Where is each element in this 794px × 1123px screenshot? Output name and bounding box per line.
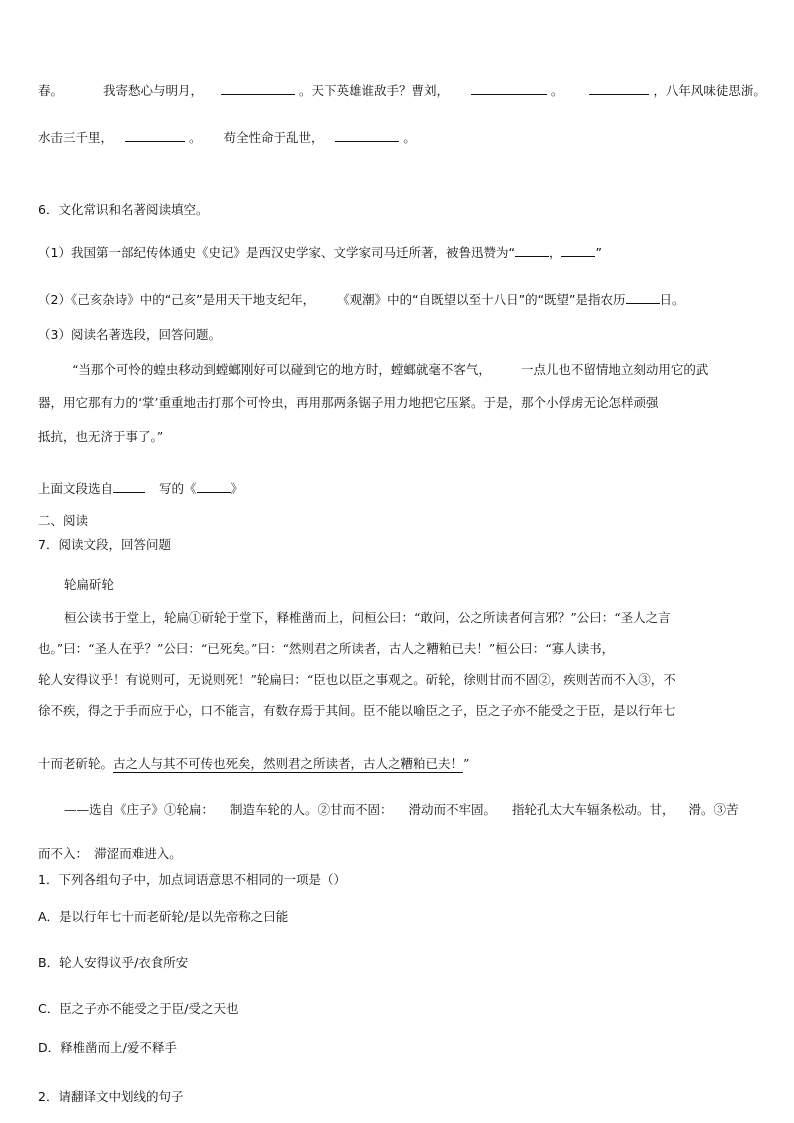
fill-text: ，八年风味徒思浙。 (653, 83, 766, 98)
fill-text: 春。 (38, 83, 64, 98)
passage-text: 十而老斫轮。 (38, 756, 114, 771)
answer-blank[interactable] (125, 127, 185, 142)
passage-title: 轮扁斫轮 (64, 577, 115, 592)
answer-blank[interactable] (197, 478, 231, 493)
answer-blank[interactable] (561, 242, 595, 257)
notes-text: 滑动而不牢固。 (408, 802, 496, 817)
q6-sub-1-text: ， (548, 245, 562, 260)
answer-blank[interactable] (626, 289, 660, 304)
q7-sub-2: 2．请翻译文中划线的句子 (38, 1089, 184, 1104)
answer-blank[interactable] (221, 80, 295, 95)
underlined-sentence: 古之人与其不可传也死矣，然则君之所读者，古人之糟粕已夫！ (113, 756, 464, 771)
question-6-title: 6．文化常识和名著阅读填空。 (38, 202, 209, 217)
option-c[interactable]: C．臣之子亦不能受之于臣/受之天也 (38, 1001, 239, 1016)
passage-line: 也。”曰：“圣人在乎？”公曰：“已死矣。”曰：“然则君之所读者，古人之糟粕已夫！”桓公曰：“寡人读书， (38, 641, 615, 656)
source-text: 上面文段选自 (38, 481, 114, 496)
q6-sub-2-text: 日。 (659, 292, 685, 307)
fill-text: 。 (403, 130, 416, 145)
notes-line (64, 800, 738, 820)
notes-text: 指轮孔太大车辐条松动。甘， (511, 802, 675, 817)
quote-text: 一点儿也不留情地立刻动用它的武 (520, 362, 709, 377)
option-a[interactable]: A．是以行年七十而老斫轮/是以先帝称之曰能 (38, 909, 289, 924)
answer-blank[interactable] (589, 80, 649, 95)
novel-quote-line: 抵抗，也无济于事了。” (38, 429, 164, 444)
fill-text: 我寄愁心与明月， (102, 83, 203, 98)
passage-line: 桓公读书于堂上，轮扁①斫轮于堂下，释椎凿而上，问桓公曰：“敢问，公之所读者何言邪？”公曰：“圣人之言 (64, 610, 671, 625)
option-b[interactable]: B．轮人安得议乎/衣食所安 (38, 955, 189, 970)
answer-blank[interactable] (471, 80, 547, 95)
option-d[interactable]: D．释椎凿而上/爱不释手 (38, 1040, 177, 1055)
notes-text: 滑。③苦 (688, 802, 739, 817)
q6-sub-1-text: （1）我国第一部纪传体通史《史记》是西汉史学家、文学家司马迁所著，被鲁迅赞为“ (38, 245, 515, 260)
q7-sub-1: 1．下列各组句子中，加点词语意思不相同的一项是（） (38, 872, 346, 887)
question-7-title: 7．阅读文段，回答问题 (38, 537, 171, 552)
q6-sub-1-text: ” (595, 245, 602, 260)
answer-blank[interactable] (113, 478, 145, 493)
novel-quote-line (72, 360, 708, 380)
section-heading: 二、阅读 (38, 513, 89, 528)
q6-sub-1 (38, 242, 602, 263)
fill-text: 苟全性命于乱世， (223, 130, 324, 145)
novel-quote-line: 器，用它那有力的‘掌’重重地击打那个可怜虫，再用那两条锯子用力地把它压紧。于是，那个小俘虏无论怎样顽强 (38, 395, 659, 410)
q6-source-line (38, 478, 243, 499)
answer-blank[interactable] (335, 127, 399, 142)
source-text: 》 (230, 481, 244, 496)
q6-sub-3: （3）阅读名著选段，回答问题。 (38, 327, 221, 342)
fill-line-1 (38, 80, 766, 101)
notes-line: 而不入： 滞涩而难进入。 (38, 846, 182, 861)
passage-line (38, 754, 469, 774)
fill-text: 。 (188, 130, 202, 145)
source-text: 写的《 (158, 481, 197, 496)
passage-text: ” (463, 756, 470, 771)
answer-blank[interactable] (515, 242, 549, 257)
quote-text: “当那个可怜的蝗虫移动到螳螂刚好可以碰到它的地方时，螳螂就毫不客气， (72, 362, 491, 377)
q6-sub-2-text: 《观潮》中的“自既望以至十八日”的“既望”是指农历 (337, 292, 626, 307)
fill-text: 。 (550, 83, 564, 98)
passage-line: 徐不疾，得之于手而应于心，口不能言，有数存焉于其间。臣不能以喻臣之子，臣之子亦不能受之于臣，是以行年七 (38, 703, 676, 718)
notes-text: ——选自《庄子》①轮扁： (64, 802, 215, 817)
q6-sub-2-text: （2）《己亥杂诗》中的“己亥”是用天干地支纪年， (38, 292, 316, 307)
fill-text: 水击三千里， (38, 130, 114, 145)
passage-line: 轮人安得议乎！有说则可，无说则死！”轮扁曰：“臣也以臣之事观之。斫轮，徐则甘而不固②，疾则苦而不入③，不 (38, 672, 676, 687)
notes-text: 制造车轮的人。②甘而不固： (229, 802, 393, 817)
fill-text: 。天下英雄谁敌手？曹刘， (298, 83, 449, 98)
q6-sub-2 (38, 289, 685, 310)
fill-line-2 (38, 127, 416, 148)
